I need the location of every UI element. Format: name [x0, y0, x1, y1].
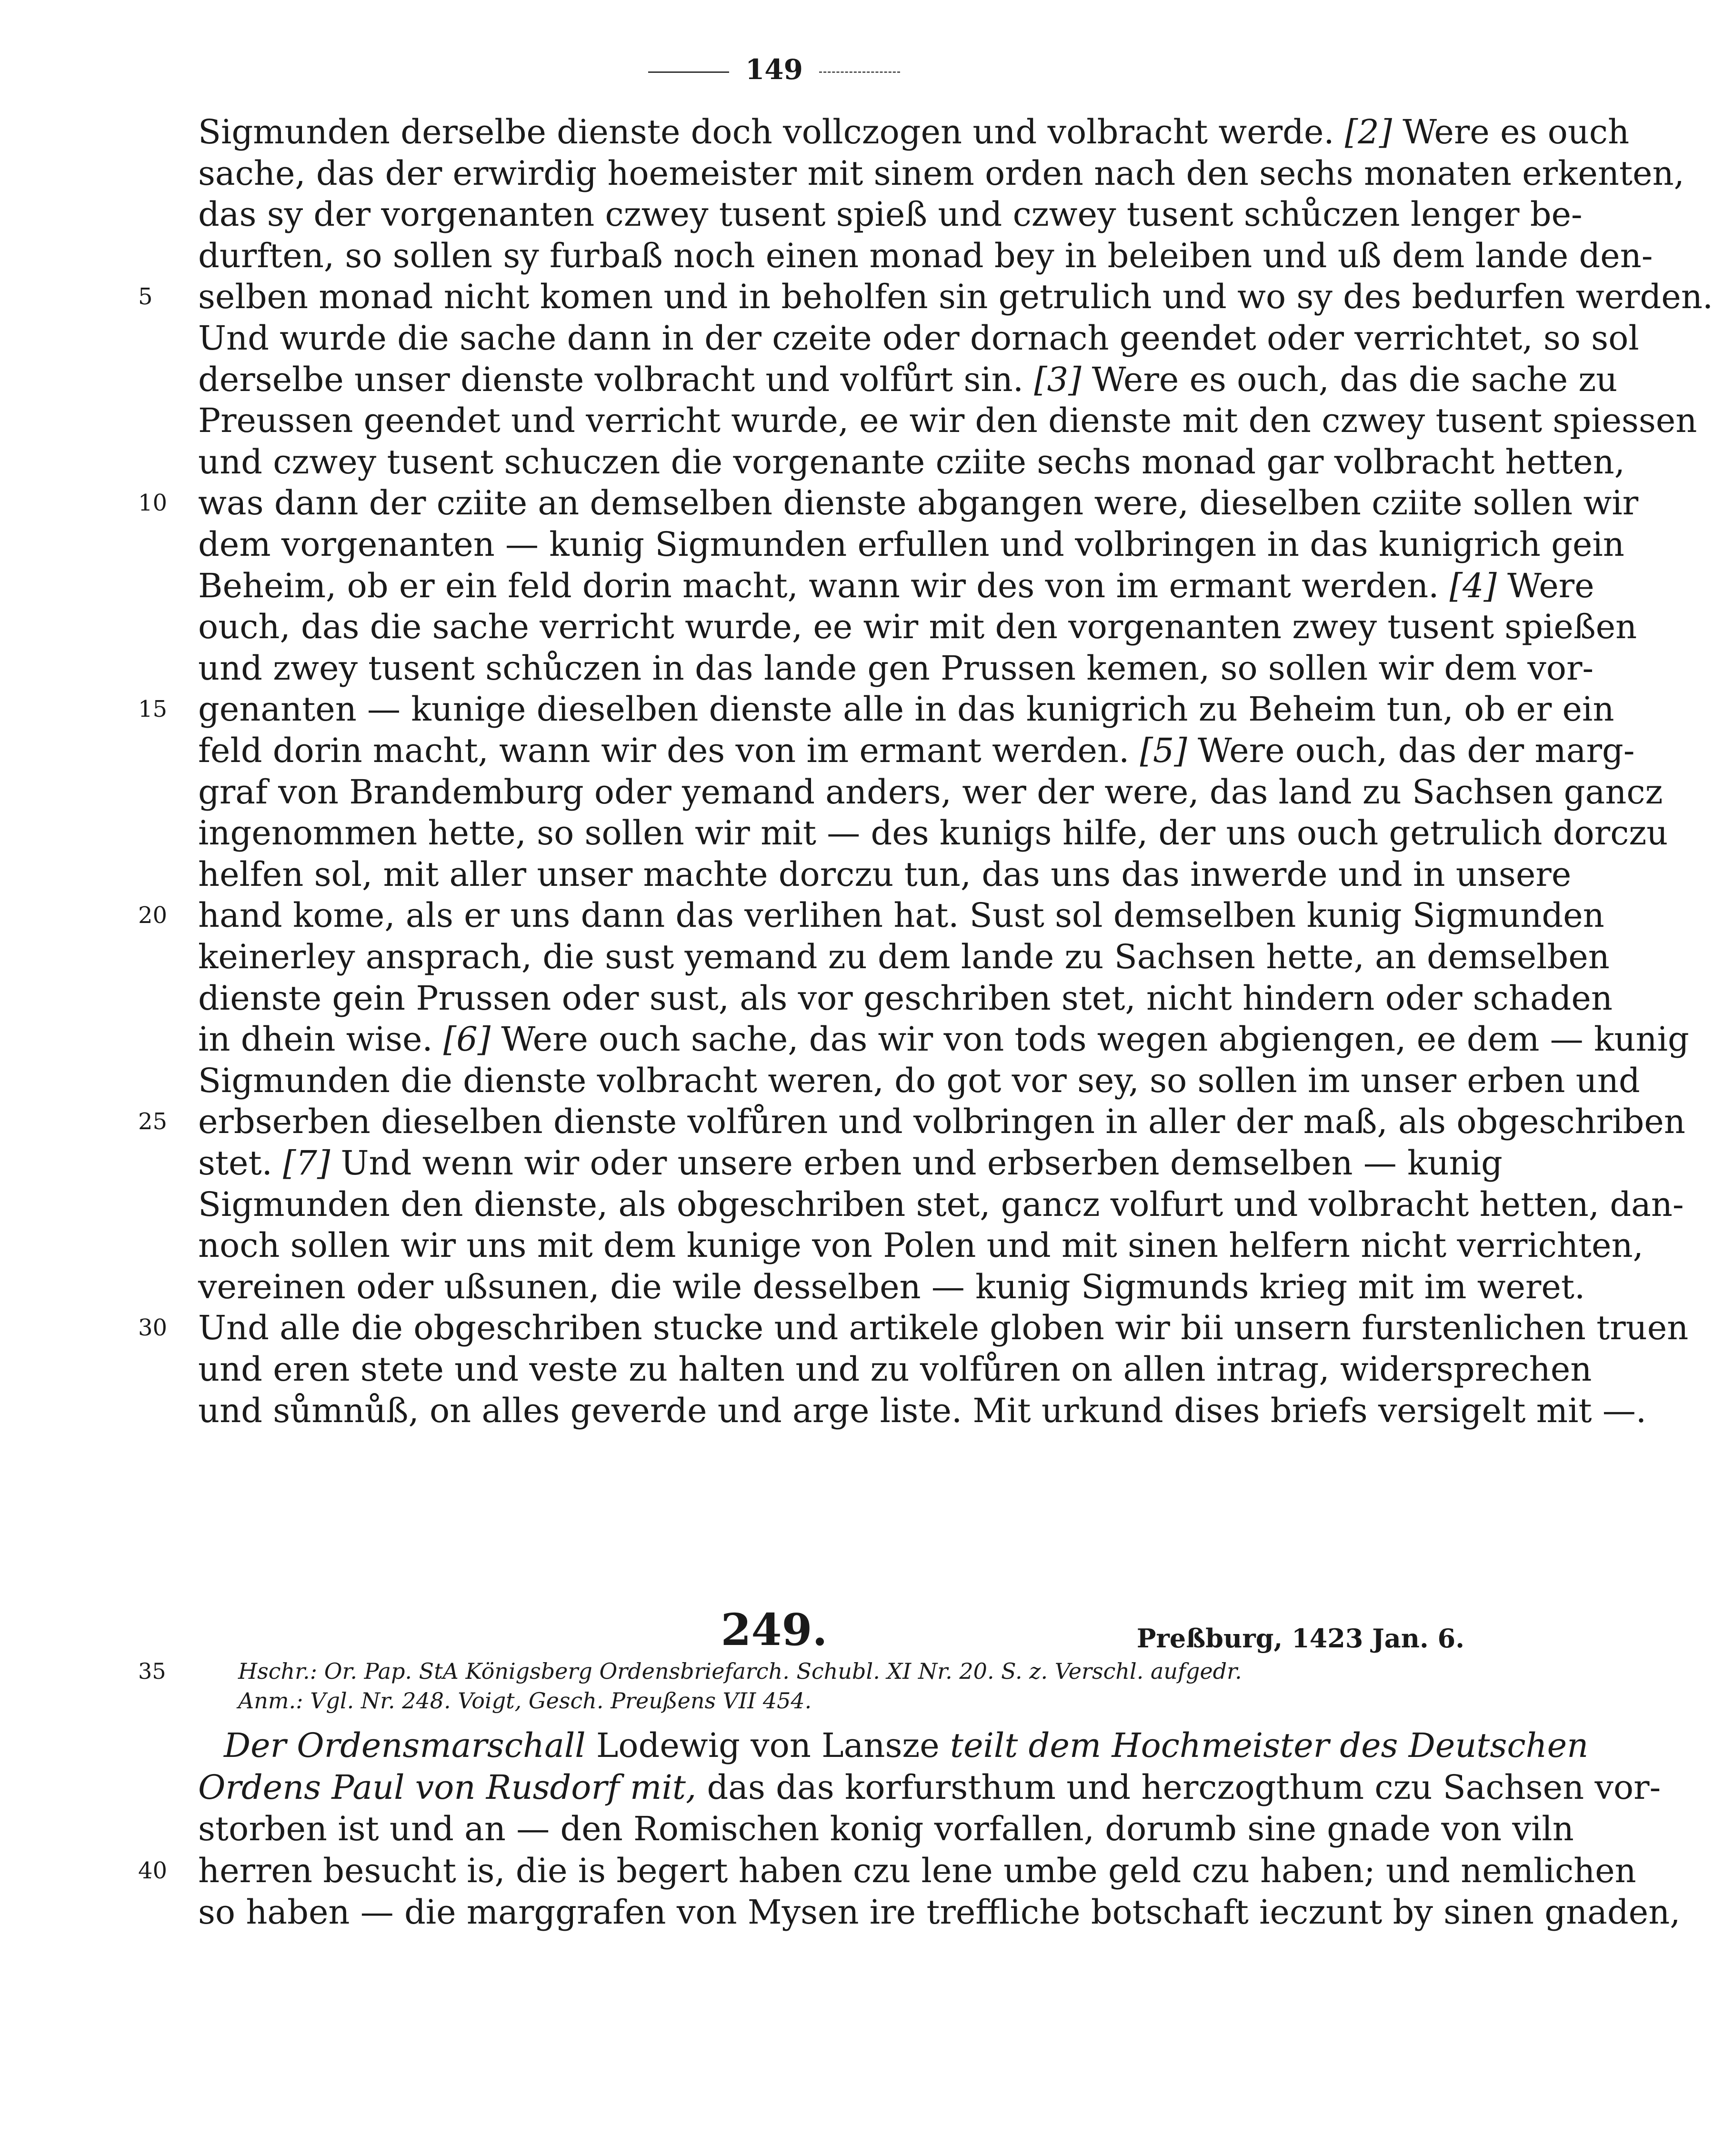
text-line: [198, 1101, 1685, 1142]
section-marker: [6]: [443, 1020, 491, 1059]
regest-text: herren besucht is, die is begert haben czu lene umbe geld czu haben; und nemlichen: [198, 1851, 1636, 1890]
section-marker: [7]: [283, 1143, 331, 1183]
text-segment: sache, das der erwirdig hoemeister mit sinem orden nach den sechs monaten erkenten,: [198, 154, 1684, 193]
line-number: 40: [138, 1857, 168, 1884]
text-segment: Und alle die obgeschriben stucke und artikele globen wir bii unsern furstenlichen truen: [198, 1308, 1689, 1347]
text-segment: graf von Brandemburg oder yemand anders, wer der were, das land zu Sachsen gancz: [198, 772, 1663, 812]
document-number: 249.: [721, 1604, 828, 1655]
line-number: 30: [138, 1314, 168, 1341]
text-segment: hand kome, als er uns dann das verlihen hat. Sust sol demselben kunig Sigmunden: [198, 896, 1604, 935]
text-segment: Were ouch, das der marg-: [1187, 731, 1635, 770]
text-segment: helfen sol, mit aller unser machte dorczu tun, das uns das inwerde und in unsere: [198, 855, 1572, 894]
text-segment: Sigmunden die dienste volbracht weren, do got vor sey, so sollen im unser erben und: [198, 1061, 1640, 1100]
regest-italic-text: Der Ordensmarschall: [224, 1726, 586, 1765]
text-segment: und sůmnůß, on alles geverde und arge liste. Mit urkund dises briefs versigelt mit —.: [198, 1391, 1647, 1430]
text-line: [198, 978, 1613, 1019]
text-line: [198, 895, 1604, 936]
regest-line: [198, 1808, 1574, 1849]
text-segment: und zwey tusent schůczen in das lande gen Prussen kemen, so sollen wir dem vor-: [198, 649, 1594, 688]
source-reference: Hschr.: Or. Pap. StA Königsberg Ordensbriefarch. Schubl. XI Nr. 20. S. z. Verschl. aufgedr.: [238, 1658, 1242, 1684]
section-marker: [3]: [1034, 360, 1082, 399]
text-segment: Und wurde die sache dann in der czeite oder dornach geendet oder verrichtet, so sol: [198, 319, 1639, 358]
text-line: [198, 1266, 1585, 1307]
text-segment: und czwey tusent schuczen die vorgenante cziite sechs monad gar volbracht hetten,: [198, 442, 1625, 481]
text-segment: Sigmunden derselbe dienste doch vollczogen und volbracht werde.: [198, 112, 1345, 151]
text-segment: stet.: [198, 1143, 283, 1183]
text-segment: Were ouch sache, das wir von tods wegen abgiengen, ee dem — kunig: [491, 1020, 1689, 1059]
line-number: 10: [138, 490, 168, 516]
text-segment: derselbe unser dienste volbracht und volfůrt sin.: [198, 360, 1034, 399]
text-line: [198, 1184, 1684, 1225]
text-segment: dem vorgenanten — kunig Sigmunden erfullen und volbringen in das kunigrich gein: [198, 525, 1624, 564]
header-rule-left: [648, 71, 729, 73]
regest-line: [198, 1850, 1636, 1891]
text-line: [198, 936, 1610, 977]
text-segment: Sigmunden den dienste, als obgeschriben stet, gancz volfurt und volbracht hetten, dan-: [198, 1185, 1684, 1224]
text-line: [198, 648, 1594, 689]
text-segment: durften, so sollen sy furbaß noch einen monad bey in beleiben und uß dem lande den-: [198, 236, 1653, 275]
annotation-reference: Anm.: Vgl. Nr. 248. Voigt, Gesch. Preußens VII 454.: [238, 1688, 812, 1714]
regest-italic-text: Ordens Paul von Rusdorf mit,: [198, 1768, 697, 1807]
text-line: [198, 1019, 1689, 1060]
page-number: 149: [745, 53, 803, 86]
text-segment: Preussen geendet und verricht wurde, ee wir den dienste mit den czwey tusent spiessen: [198, 401, 1697, 440]
regest-text: storben ist und an — den Romischen konig vorfallen, dorumb sine gnade von viln: [198, 1809, 1574, 1848]
text-segment: in dhein wise.: [198, 1020, 443, 1059]
text-segment: dienste gein Prussen oder sust, als vor geschriben stet, nicht hindern oder schaden: [198, 979, 1613, 1018]
text-segment: ouch, das die sache verricht wurde, ee wir mit den vorgenanten zwey tusent spießen: [198, 607, 1637, 646]
page-header: [0, 53, 1548, 86]
text-segment: keinerley ansprach, die sust yemand zu dem lande zu Sachsen hette, an demselben: [198, 937, 1610, 976]
regest-text: Lodewig von Lansze: [585, 1726, 950, 1765]
line-number: 25: [138, 1108, 168, 1135]
line-number: 20: [138, 902, 168, 929]
text-line: [198, 606, 1637, 647]
text-line: [198, 1390, 1647, 1431]
text-line: [198, 1143, 1503, 1183]
regest-text: das das korfursthum und herczogthum czu Sachsen vor-: [696, 1768, 1661, 1807]
text-line: [198, 194, 1583, 235]
text-segment: und eren stete und veste zu halten und zu volfůren on allen intrag, widersprechen: [198, 1350, 1592, 1389]
text-line: [198, 235, 1653, 276]
text-segment: das sy der vorgenanten czwey tusent spieß und czwey tusent schůczen lenger be-: [198, 195, 1583, 234]
text-line: [198, 153, 1684, 194]
text-line: [198, 812, 1668, 853]
line-number: 5: [138, 283, 153, 310]
line-number: 15: [138, 696, 168, 722]
text-segment: Beheim, ob er ein feld dorin macht, wann wir des von im ermant werden.: [198, 566, 1450, 605]
text-line: [198, 482, 1639, 523]
place-date: Preßburg, 1423 Jan. 6.: [1136, 1623, 1464, 1654]
text-segment: vereinen oder ußsunen, die wile desselben — kunig Sigmunds krieg mit im weret.: [198, 1267, 1585, 1306]
regest-italic-text: teilt dem Hochmeister des Deutschen: [950, 1726, 1589, 1765]
text-segment: was dann der cziite an demselben dienste abgangen were, dieselben cziite sollen wir: [198, 483, 1639, 522]
text-line: [198, 565, 1594, 606]
text-segment: erbserben dieselben dienste volfůren und volbringen in aller der maß, als obgeschriben: [198, 1102, 1685, 1141]
text-segment: ingenommen hette, so sollen wir mit — des kunigs hilfe, der uns ouch getrulich dorczu: [198, 813, 1668, 852]
text-line: [198, 1349, 1592, 1390]
text-segment: Were es ouch, das die sache zu: [1081, 360, 1618, 399]
section-marker: [4]: [1449, 566, 1497, 605]
text-line: [198, 111, 1630, 152]
text-line: [198, 441, 1625, 482]
header-rule-right: [819, 71, 900, 73]
text-segment: Und wenn wir oder unsere erben und erbserben demselben — kunig: [330, 1143, 1503, 1183]
text-segment: feld dorin macht, wann wir des von im ermant werden.: [198, 731, 1140, 770]
text-line: [198, 1060, 1640, 1101]
regest-line: [198, 1892, 1681, 1933]
text-line: [198, 689, 1614, 730]
text-line: [198, 318, 1639, 359]
text-segment: Were: [1496, 566, 1594, 605]
ref-line-number: 35: [138, 1658, 166, 1684]
text-line: [198, 730, 1635, 771]
text-segment: genanten — kunige dieselben dienste alle in das kunigrich zu Beheim tun, ob er ein: [198, 690, 1614, 729]
regest-line: [224, 1725, 1589, 1766]
text-segment: selben monad nicht komen und in beholfen sin getrulich und wo sy des bedurfen werden.: [198, 277, 1713, 316]
text-line: [198, 400, 1697, 441]
text-line: [198, 524, 1624, 565]
text-line: [198, 1225, 1643, 1266]
section-marker: [5]: [1140, 731, 1187, 770]
text-line: [198, 276, 1713, 317]
text-line: [198, 1307, 1689, 1348]
text-segment: Were es ouch: [1392, 112, 1630, 151]
regest-line: [198, 1767, 1661, 1808]
text-segment: noch sollen wir uns mit dem kunige von Polen und mit sinen helfern nicht verrichten,: [198, 1226, 1643, 1265]
regest-text: so haben — die marggrafen von Mysen ire treffliche botschaft ieczunt by sinen gnaden,: [198, 1893, 1681, 1932]
text-line: [198, 854, 1572, 895]
text-line: [198, 772, 1663, 812]
section-marker: [2]: [1344, 112, 1392, 151]
text-line: [198, 359, 1618, 400]
